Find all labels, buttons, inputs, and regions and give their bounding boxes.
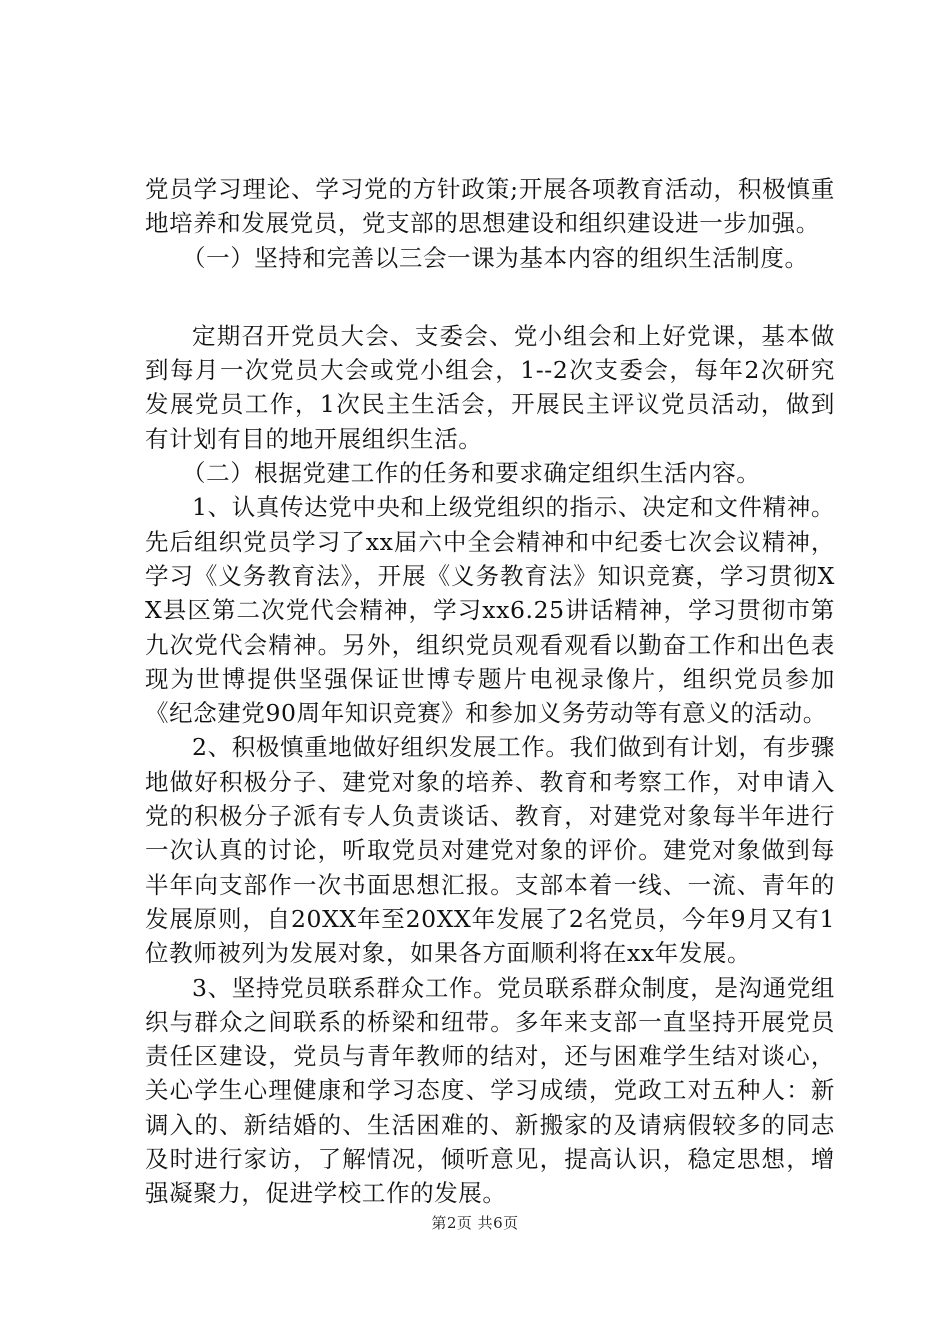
- section-heading-2: （二）根据党建工作的任务和要求确定组织生活内容。: [182, 459, 761, 488]
- document-body: [145, 172, 835, 1211]
- paragraph-item-3: 3、坚持党员联系群众工作。党员联系群众制度，是沟通党组织与群众之间联系的桥梁和纽带。多年来支部一直坚持开展党员责任区建设，党员与青年教师的结对，还与困难学生结对谈心，关心学生心理健康和学习态度、学习成绩，党政工对五种人：新调入的、新结婚的、生活困难的、新搬家的及请病假较多的同志及时进行家访，了解情况，倾听意见，提高认识，稳定思想，增强凝聚力，促进学校工作的发展。: [145, 973, 835, 1208]
- section-heading-1: （一）坚持和完善以三会一课为基本内容的组织生活制度。: [182, 243, 809, 272]
- paragraph-item-2: 2、积极慎重地做好组织发展工作。我们做到有计划，有步骤地做好积极分子、建党对象的培养、教育和考察工作，对申请入党的积极分子派有专人负责谈话、教育，对建党对象每半年进行一次认真的讨论，听取党员对建党对象的评价。建党对象做到每半年向支部作一次书面思想汇报。支部本着一线、一流、青年的发展原则，自20XX年至20XX年发展了2名党员，今年9月又有1位教师被列为发展对象，如果各方面顺利将在xx年发展。: [145, 733, 835, 968]
- page-footer: 第2页 共6页: [431, 1214, 519, 1232]
- paragraph-item-1: 1、认真传达党中央和上级党组织的指示、决定和文件精神。先后组织党员学习了xx届六中全会精神和中纪委七次会议精神，学习《义务教育法》，开展《义务教育法》知识竞赛，学习贯彻XX县区第二次党代会精神，学习xx6.25讲话精神，学习贯彻市第九次党代会精神。另外，组织党员观看观看以勤奋工作和出色表现为世博提供坚强保证世博专题片电视录像片，组织党员参加《纪念建党90周年知识竞赛》和参加义务劳动等有意义的活动。: [145, 493, 835, 728]
- paragraph-gap: [145, 275, 835, 319]
- paragraph-meetings: 定期召开党员大会、支委会、党小组会和上好党课，基本做到每月一次党员大会或党小组会，1--2次支委会，每年2次研究发展党员工作，1次民主生活会，开展民主评议党员活动，做到有计划有目的地开展组织生活。: [145, 321, 835, 453]
- paragraph-intro-continued: 党员学习理论、学习党的方针政策;开展各项教育活动，积极慎重地培养和发展党员，党支部的思想建设和组织建设进一步加强。: [145, 175, 835, 238]
